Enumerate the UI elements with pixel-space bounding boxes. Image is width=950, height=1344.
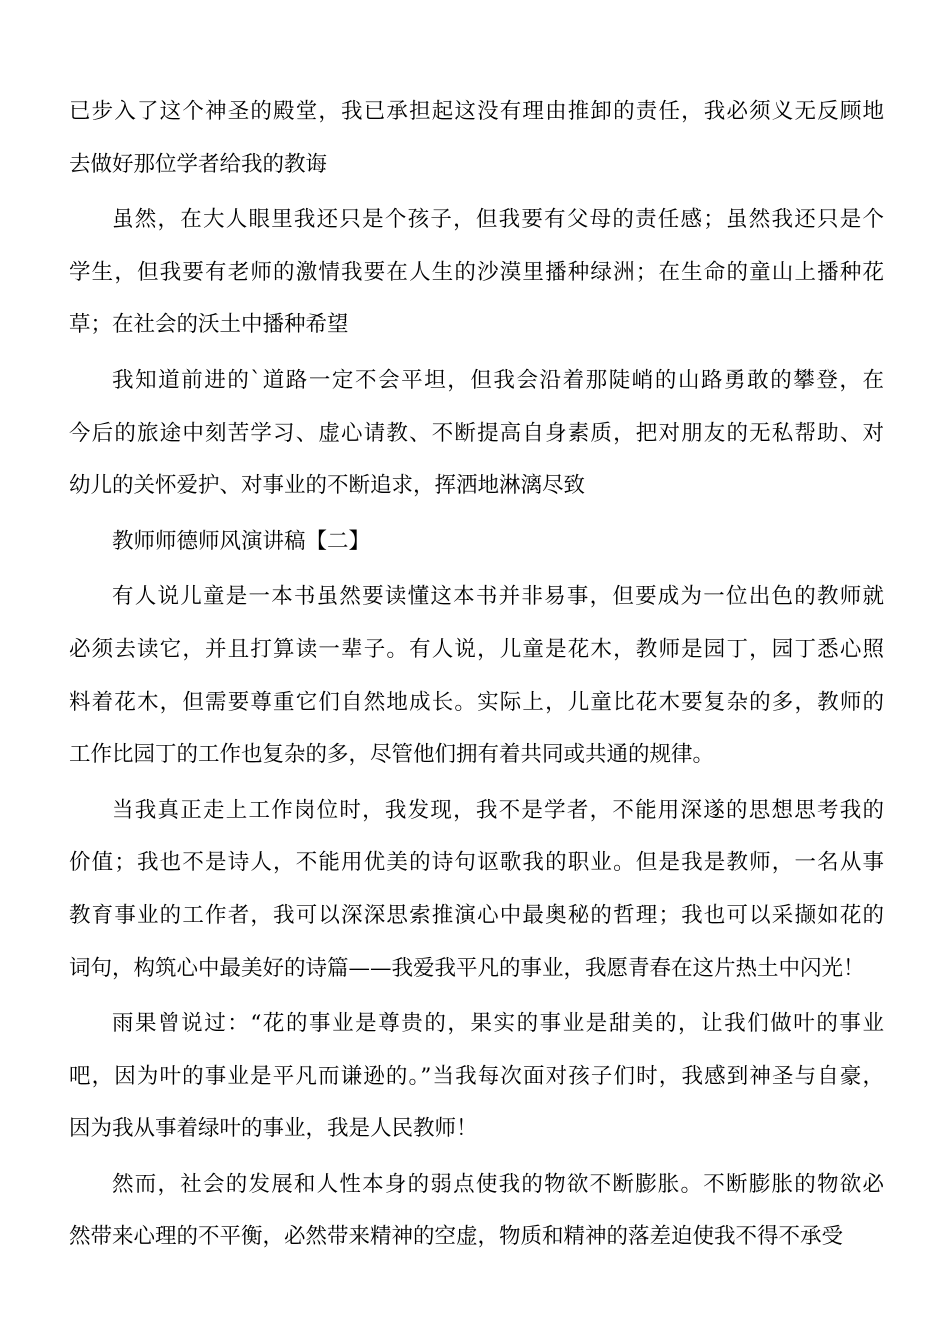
paragraph — [69, 571, 884, 781]
paragraph — [69, 785, 884, 995]
text-line: 料着花木，但需要尊重它们自然地成长。实际上，儿童比花木要复杂的多，教师的 — [69, 689, 884, 715]
paragraph — [69, 516, 884, 569]
text-line: 幼儿的关怀爱护、对事业的不断追求，挥洒地淋漓尽致 — [69, 473, 586, 499]
text-line: 今后的旅途中刻苦学习、虚心请教、不断提高自身素质，把对朋友的无私帮助、对 — [69, 420, 884, 446]
paragraph — [69, 355, 884, 513]
paragraph — [69, 1159, 884, 1264]
text-line: 教师师德师风演讲稿【二】 — [112, 528, 371, 554]
text-line: 词句，构筑心中最美好的诗篇——我爱我平凡的事业，我愿青春在这片热土中闪光！ — [69, 955, 865, 981]
text-line: 有人说儿童是一本书虽然要读懂这本书并非易事，但要成为一位出色的教师就 — [112, 584, 884, 610]
text-line: 我知道前进的`道路一定不会平坦，但我会沿着那陡峭的山路勇敢的攀登，在 — [112, 367, 884, 393]
text-line: 当我真正走上工作岗位时，我发现，我不是学者，不能用深遂的思想思考我的 — [112, 797, 884, 823]
text-line: 去做好那位学者给我的教诲 — [69, 151, 328, 177]
text-line: 已步入了这个神圣的殿堂，我已承担起这没有理由推卸的责任，我必须义无反顾地 — [69, 99, 884, 124]
text-line: 教育事业的工作者，我可以深深思索推演心中最奥秘的哲理；我也可以采撷如花的 — [69, 902, 884, 928]
text-line: 然而，社会的发展和人性本身的弱点使我的物欲不断膨胀。不断膨胀的物欲必 — [112, 1171, 884, 1197]
paragraph — [69, 998, 884, 1156]
text-line: 必须去读它，并且打算读一辈子。有人说，儿童是花木，教师是园丁，园丁悉心照 — [69, 636, 884, 662]
text-line: 价值；我也不是诗人，不能用优美的诗句讴歌我的职业。但是我是教师，一名从事 — [69, 850, 884, 876]
text-line: 雨果曾说过：“花的事业是尊贵的，果实的事业是甜美的，让我们做叶的事业 — [112, 1011, 884, 1037]
paragraph — [69, 86, 884, 191]
text-line: 草；在社会的沃土中播种希望 — [69, 312, 349, 338]
text-line: 吧，因为叶的事业是平凡而谦逊的。”当我每次面对孩子们时，我感到神圣与自豪， — [69, 1063, 884, 1089]
text-line: 虽然，在大人眼里我还只是个孩子，但我要有父母的责任感；虽然我还只是个 — [112, 207, 884, 233]
document-page — [69, 0, 884, 1344]
text-line: 然带来心理的不平衡，必然带来精神的空虚，物质和精神的落差迫使我不得不承受 — [69, 1224, 844, 1250]
text-line: 工作比园丁的工作也复杂的多，尽管他们拥有着共同或共通的规律。 — [69, 742, 715, 768]
paragraph — [69, 194, 884, 352]
text-line: 学生，但我要有老师的激情我要在人生的沙漠里播种绿洲；在生命的童山上播种花 — [69, 259, 884, 285]
text-line: 因为我从事着绿叶的事业，我是人民教师！ — [69, 1116, 478, 1142]
document-body — [69, 86, 884, 1264]
